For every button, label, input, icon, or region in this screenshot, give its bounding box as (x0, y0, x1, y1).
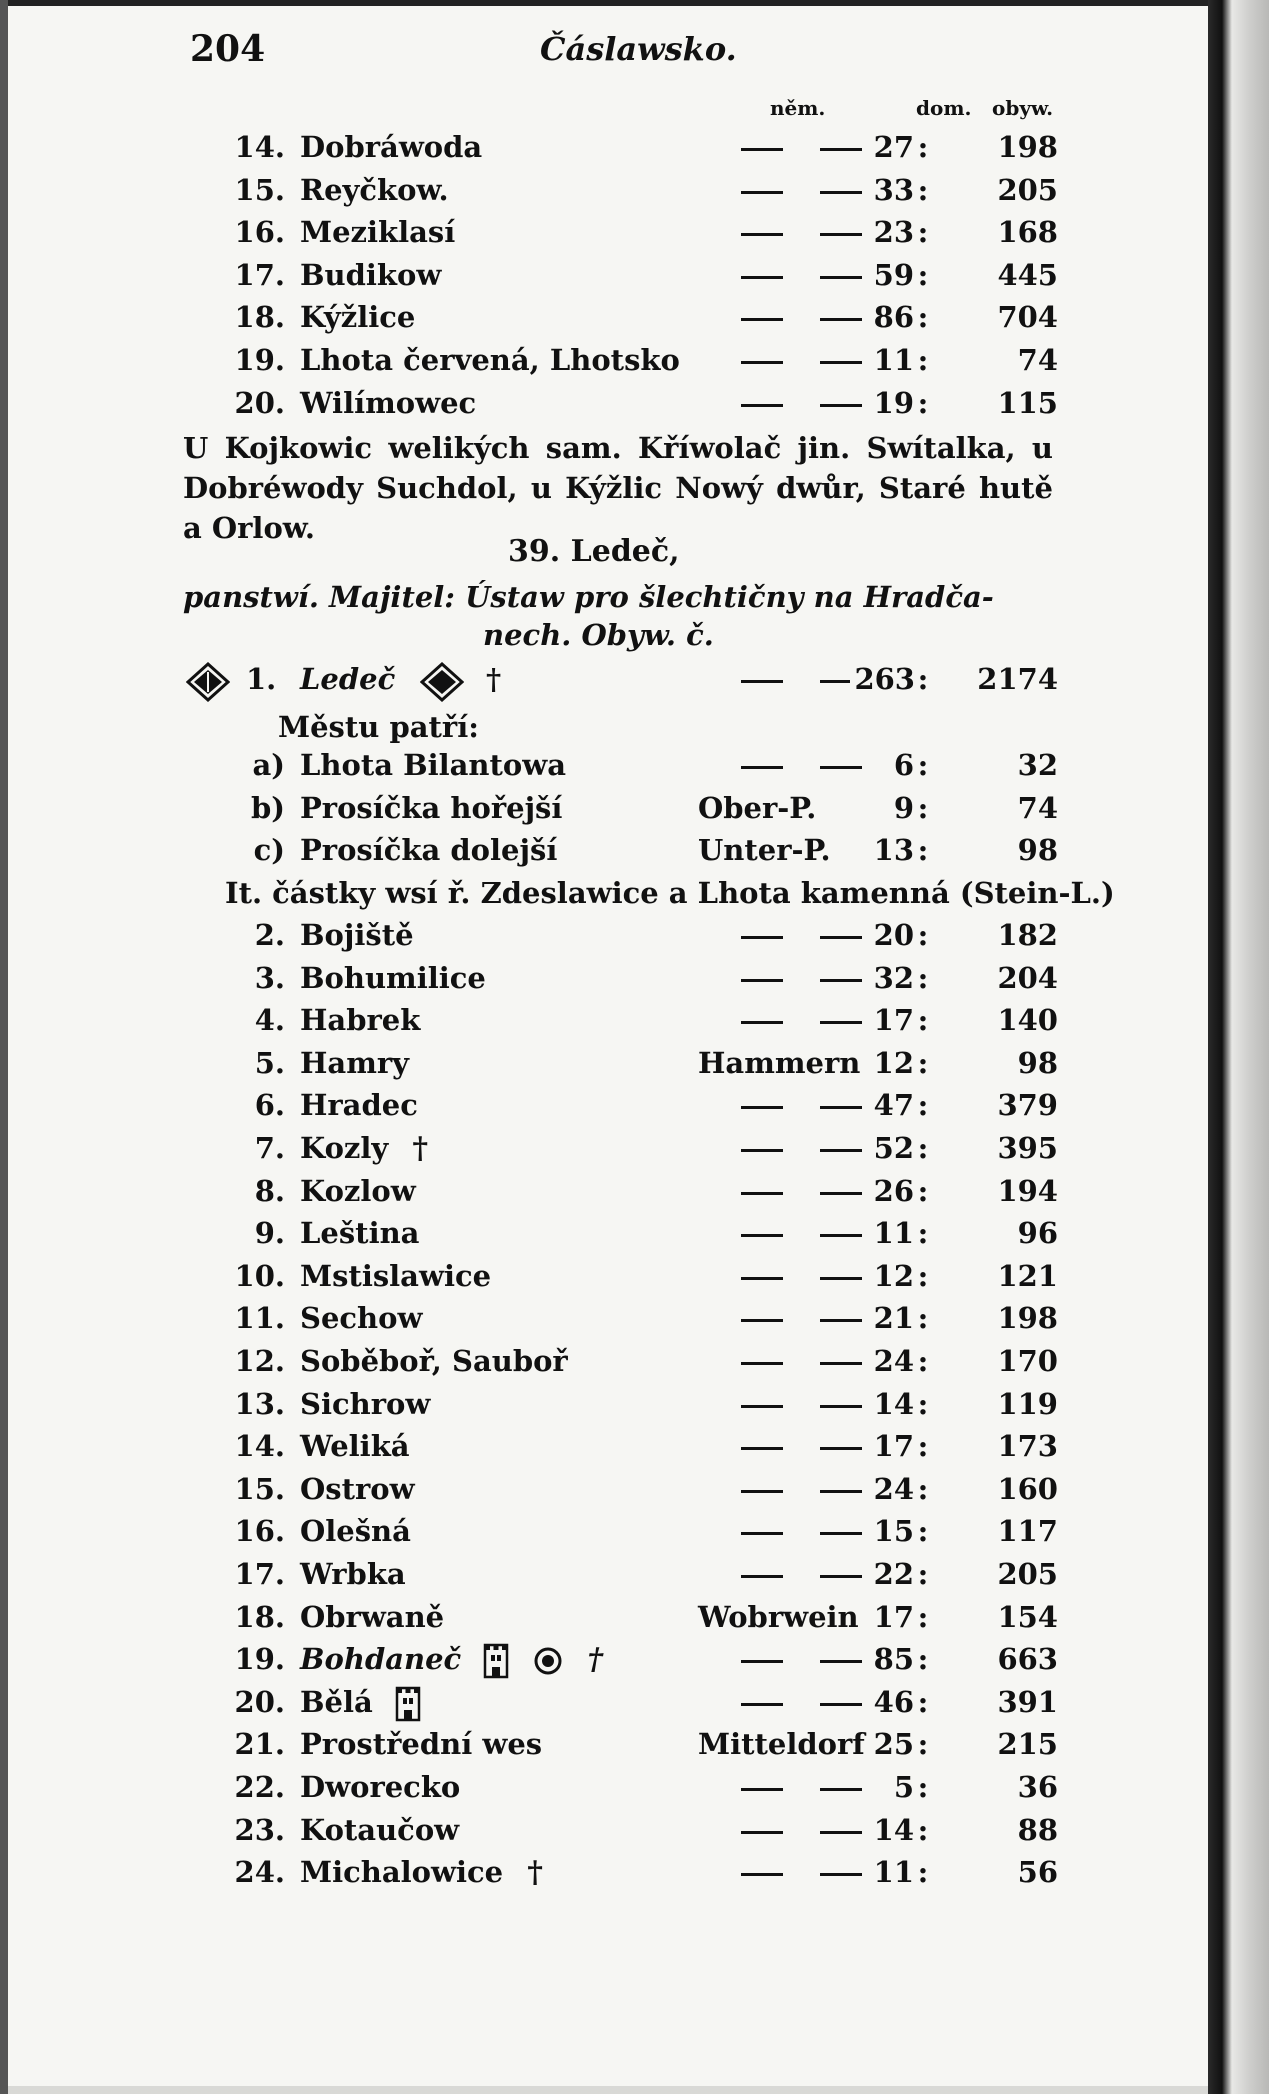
place-name (300, 1259, 491, 1293)
population-count: 115 (997, 385, 1058, 420)
place-name (300, 386, 476, 420)
table-row (8, 1855, 1208, 1895)
place-name-text: Wilímowec (300, 385, 477, 420)
place-name-text: Prosíčka hořejší (300, 790, 563, 825)
place-name-text: Lhota červená, Lhotsko (300, 343, 680, 377)
place-name (300, 918, 414, 952)
dash-nem-1 (741, 1575, 783, 1578)
main-town-name: Ledeč (300, 662, 396, 696)
row-number: 18. (234, 1599, 285, 1634)
german-name: Mitteldorf (698, 1727, 865, 1762)
partial-note: It. částky wsí ř. Zdeslawice a Lhota kamenná (Stein-L.) (225, 876, 1115, 910)
row-number: 19. (234, 343, 285, 377)
table-row (8, 1727, 1208, 1767)
colon: : (917, 1088, 929, 1123)
table-row (8, 300, 1208, 340)
town-diamond-icon (186, 662, 230, 702)
column-header-nem: něm. (770, 96, 826, 120)
colon: : (917, 1812, 929, 1847)
house-count: 85 (873, 1642, 914, 1677)
population-count: 173 (997, 1429, 1058, 1464)
row-number: 16. (234, 1514, 285, 1549)
table-row (8, 1557, 1208, 1597)
place-name-text: Meziklasí (300, 215, 456, 250)
place-name-text: Bohumilice (300, 960, 486, 995)
row-number: 13. (234, 1386, 285, 1421)
parish-cross-icon: † (486, 662, 502, 696)
population-count: 56 (1017, 1855, 1058, 1890)
house-count: 11 (873, 343, 914, 377)
owner-line-1: panstwí. Majitel: Ústaw pro šlechtičny na Hradča- (183, 580, 994, 614)
house-count: 15 (873, 1514, 914, 1549)
house-count: 11 (873, 1216, 914, 1251)
row-number: 18. (234, 300, 285, 335)
row-number: 20. (234, 385, 285, 420)
table-row (8, 1514, 1208, 1554)
table-row (8, 1344, 1208, 1384)
section-title: 39. Ledeč, (508, 534, 680, 569)
place-name-text: Dworecko (300, 1770, 461, 1804)
circle-dot-icon (533, 1642, 563, 1676)
population-count: 170 (997, 1344, 1058, 1378)
colon: : (917, 172, 929, 207)
house-count: 24 (873, 1471, 914, 1506)
place-name (300, 1088, 418, 1122)
row-number: 6. (254, 1088, 285, 1123)
place-name (300, 1600, 444, 1634)
parish-cross-icon: † (527, 1855, 543, 1891)
house-count: 9 (893, 790, 914, 825)
place-name-text: Kýžlice (300, 300, 416, 335)
place-name-text: Mstislawice (300, 1258, 492, 1293)
colon: : (917, 1386, 929, 1421)
colon: : (917, 1173, 929, 1208)
place-name-text: Obrwaně (300, 1599, 445, 1634)
dash-nem-1 (741, 1703, 783, 1706)
house-count: 11 (873, 1855, 914, 1890)
row-number: 17. (234, 1557, 285, 1591)
population-count: 205 (997, 1557, 1058, 1591)
row-number: 19. (234, 1642, 285, 1677)
population-count: 205 (997, 172, 1058, 207)
row-number: 2. (254, 918, 285, 952)
dash-nem-1 (741, 1277, 783, 1280)
dash-nem-1 (741, 148, 783, 151)
place-name-text: Bohdaneč (300, 1642, 462, 1677)
place-name (300, 791, 562, 825)
colon: : (917, 130, 929, 164)
house-count: 46 (873, 1684, 914, 1719)
dash-nem-1 (741, 404, 783, 407)
row-number: 12. (234, 1344, 285, 1378)
table-row (8, 386, 1208, 426)
main-town-number: 1. (246, 662, 277, 696)
colon: : (917, 1471, 929, 1506)
house-count: 17 (873, 1003, 914, 1038)
place-name (300, 1727, 542, 1761)
parish-cross-icon: † (412, 1131, 429, 1166)
dash-nem-1 (741, 1490, 783, 1493)
parish-cross-icon: † (587, 1642, 604, 1678)
place-name-text: Dobráwoda (300, 130, 483, 164)
population-count: 74 (1017, 790, 1058, 825)
place-name-text: Soběboř, Sauboř (300, 1344, 568, 1378)
castle-diamond-icon (420, 662, 464, 702)
population-count: 117 (997, 1514, 1058, 1549)
place-name (300, 1557, 406, 1591)
main-town-obyw: 2174 (977, 662, 1058, 696)
place-name (300, 1855, 543, 1890)
row-number: 5. (254, 1045, 285, 1080)
dash-nem-1 (741, 1873, 783, 1876)
house-count: 17 (873, 1429, 914, 1464)
dash-nem-1 (741, 936, 783, 939)
place-name (300, 1301, 422, 1335)
main-town-row (8, 662, 1208, 702)
house-count: 12 (873, 1045, 914, 1080)
place-name (300, 1046, 409, 1080)
house-count: 19 (873, 385, 914, 420)
dash-nem-1 (741, 1660, 783, 1663)
house-count: 6 (893, 748, 914, 782)
house-count: 47 (873, 1088, 914, 1123)
main-town-dom: 263 (854, 662, 915, 696)
place-name (300, 1429, 410, 1463)
tower-icon (483, 1642, 509, 1676)
place-name (300, 748, 566, 782)
population-count: 119 (997, 1386, 1058, 1421)
place-name (300, 1472, 415, 1506)
place-name (300, 1344, 568, 1378)
house-count: 27 (873, 130, 914, 164)
table-row (8, 833, 1208, 873)
colon: : (917, 1514, 929, 1549)
population-count: 194 (997, 1173, 1058, 1208)
population-count: 445 (997, 257, 1058, 292)
table-row (8, 343, 1208, 383)
dash-nem-1 (741, 276, 783, 279)
colon: : (917, 1642, 929, 1677)
running-title: Čáslawsko. (540, 30, 737, 68)
colon: : (917, 1301, 929, 1336)
place-name (300, 961, 486, 995)
colon: : (917, 1429, 929, 1464)
population-count: 32 (1017, 748, 1058, 782)
population-count: 98 (1017, 833, 1058, 868)
place-name (300, 173, 449, 207)
population-count: 704 (997, 300, 1058, 335)
house-count: 20 (873, 918, 914, 952)
place-name-text: Lhota Bilantowa (300, 748, 567, 782)
row-number: 21. (234, 1727, 285, 1762)
house-count: 23 (873, 215, 914, 250)
book-page (8, 6, 1208, 2086)
colon: : (917, 1045, 929, 1080)
dash-nem-1 (741, 1234, 783, 1237)
dash-nem-1 (741, 1788, 783, 1791)
town-owns-label: Městu patří: (278, 710, 479, 744)
house-count: 22 (873, 1557, 914, 1591)
house-count: 33 (873, 172, 914, 207)
colon: : (917, 1003, 929, 1038)
row-number: 8. (254, 1173, 285, 1208)
tower-icon (395, 1685, 421, 1719)
place-name (300, 130, 482, 164)
column-header-obyw: obyw. (992, 96, 1054, 120)
house-count: 32 (873, 960, 914, 995)
colon: : (917, 960, 929, 995)
place-name-text: Wrbka (300, 1557, 406, 1591)
row-number: 15. (234, 1471, 285, 1506)
row-number: 22. (234, 1770, 285, 1804)
house-count: 52 (873, 1131, 914, 1165)
colon: : (917, 1344, 929, 1378)
population-count: 395 (997, 1131, 1058, 1165)
dash-nem-1 (741, 1532, 783, 1535)
table-row (8, 791, 1208, 831)
colon: : (917, 1727, 929, 1762)
house-count: 86 (873, 300, 914, 335)
population-count: 379 (997, 1088, 1058, 1123)
dash-nem-1 (741, 1405, 783, 1408)
table-row (8, 1472, 1208, 1512)
dash-nem-1 (741, 233, 783, 236)
page-header (190, 28, 1050, 78)
colon: : (917, 1855, 929, 1890)
population-count: 391 (997, 1684, 1058, 1719)
colon: : (917, 918, 929, 952)
table-row (8, 1301, 1208, 1341)
house-count: 13 (873, 833, 914, 868)
table-row (8, 1088, 1208, 1128)
house-count: 14 (873, 1386, 914, 1421)
dash-nem-1 (741, 1362, 783, 1365)
colon: : (917, 1599, 929, 1634)
row-number: 9. (254, 1216, 285, 1251)
table-row (8, 1131, 1208, 1171)
population-count: 198 (997, 130, 1058, 164)
place-name-text: Hradec (300, 1088, 418, 1123)
place-name (300, 1174, 416, 1208)
owner-line-2: nech. Obyw. č. (483, 618, 714, 652)
house-count: 5 (893, 1770, 914, 1804)
place-name-text: Kozlow (300, 1173, 416, 1208)
place-name-text: Budikow (300, 257, 442, 292)
colon: : (917, 748, 929, 782)
table-row (8, 1685, 1208, 1725)
dash-nem-1 (741, 1021, 783, 1024)
dash-nem-1 (741, 1447, 783, 1450)
column-header-dom: dom. (916, 96, 972, 120)
place-name-text: Sichrow (300, 1386, 431, 1421)
place-name (300, 1642, 603, 1679)
place-name-text: Prosíčka dolejší (300, 833, 558, 868)
place-name-text: Hamry (300, 1045, 410, 1080)
dash-nem-1 (741, 361, 783, 364)
place-name (300, 1003, 420, 1037)
house-count: 59 (873, 257, 914, 292)
table-row (8, 173, 1208, 213)
row-number: 20. (234, 1684, 285, 1719)
row-number: 14. (234, 1429, 285, 1464)
house-count: 25 (873, 1727, 914, 1762)
place-name-text: Weliká (300, 1429, 410, 1464)
table-row (8, 748, 1208, 788)
colon: : (917, 257, 929, 292)
german-name: Wobrwein (698, 1599, 859, 1634)
population-count: 140 (997, 1003, 1058, 1038)
place-name-text: Prostřední wes (300, 1727, 543, 1762)
table-row (8, 1259, 1208, 1299)
colon: : (917, 343, 929, 377)
place-name (300, 300, 415, 334)
colon: : (917, 790, 929, 825)
row-number: b) (251, 790, 285, 825)
colon: : (917, 215, 929, 250)
dash-nem-1 (741, 1149, 783, 1152)
place-name (300, 1685, 421, 1722)
population-count: 215 (997, 1727, 1058, 1762)
table-row (8, 1600, 1208, 1640)
place-name (300, 1813, 459, 1847)
row-number: 3. (254, 960, 285, 995)
place-name (300, 1131, 428, 1166)
colon: : (917, 1216, 929, 1251)
table-row (8, 1770, 1208, 1810)
page-left-edge (0, 0, 8, 2094)
dash-nem-1 (741, 1831, 783, 1834)
place-name (300, 343, 680, 377)
population-count: 198 (997, 1301, 1058, 1336)
place-name (300, 1770, 460, 1804)
place-name (300, 215, 455, 249)
population-count: 154 (997, 1599, 1058, 1634)
dash-nem-1 (741, 1319, 783, 1322)
row-number: 16. (234, 215, 285, 250)
population-count: 36 (1017, 1770, 1058, 1804)
table-row (8, 1813, 1208, 1853)
row-number: 11. (234, 1301, 285, 1336)
colon: : (917, 662, 929, 696)
population-count: 88 (1017, 1812, 1058, 1847)
table-row (8, 1046, 1208, 1086)
house-count: 24 (873, 1344, 914, 1378)
place-name-text: Bělá (300, 1684, 373, 1719)
table-row (8, 1003, 1208, 1043)
table-row (8, 918, 1208, 958)
house-count: 14 (873, 1812, 914, 1847)
table-row (8, 1387, 1208, 1427)
place-name-text: Kotaučow (300, 1812, 460, 1847)
place-name-text: Leština (300, 1216, 420, 1251)
table-row (8, 215, 1208, 255)
book-spine-edge (1208, 0, 1269, 2094)
table-row (8, 1429, 1208, 1469)
table-row (8, 1216, 1208, 1256)
house-count: 21 (873, 1301, 914, 1336)
place-name-text: Habrek (300, 1003, 421, 1038)
place-name-text: Reyčkow. (300, 172, 449, 207)
dash-nem-1 (741, 979, 783, 982)
colon: : (917, 833, 929, 868)
dash-nem-2 (820, 680, 850, 683)
house-count: 12 (873, 1258, 914, 1293)
population-count: 663 (997, 1642, 1058, 1677)
population-count: 98 (1017, 1045, 1058, 1080)
page-number: 204 (190, 28, 266, 70)
table-row (8, 1174, 1208, 1214)
owner-line (183, 578, 1058, 654)
table-row (8, 1642, 1208, 1682)
german-name: Hammern (698, 1045, 861, 1080)
row-number: 10. (234, 1258, 285, 1293)
place-name (300, 1514, 411, 1548)
colon: : (917, 1557, 929, 1591)
dash-nem-1 (741, 318, 783, 321)
note-paragraph: U Kojkowic welikých sam. Kříwolač jin. Swítalka, u Dobréwody Suchdol, u Kýžlic Nowý dwůr, Staré hutě a Orlow. (183, 431, 1053, 545)
dash-nem-1 (741, 191, 783, 194)
place-name (300, 833, 557, 867)
place-name (300, 258, 441, 292)
place-name-text: Olešná (300, 1514, 411, 1549)
colon: : (917, 300, 929, 335)
dash-nem-1 (741, 1192, 783, 1195)
place-name (300, 1387, 430, 1421)
colon: : (917, 1131, 929, 1165)
population-count: 121 (997, 1258, 1058, 1293)
dash-nem-1 (741, 1106, 783, 1109)
row-number: 14. (234, 130, 285, 164)
row-number: 4. (254, 1003, 285, 1038)
place-name-text: Kozly (300, 1131, 389, 1165)
place-name-text: Michalowice (300, 1855, 504, 1890)
dash-nem-1 (741, 680, 783, 683)
colon: : (917, 1684, 929, 1719)
table-row (8, 961, 1208, 1001)
row-number: 7. (254, 1131, 285, 1165)
row-number: 23. (234, 1812, 285, 1847)
colon: : (917, 385, 929, 420)
table-row (8, 130, 1208, 170)
population-count: 96 (1017, 1216, 1058, 1251)
row-number: 17. (234, 257, 285, 292)
place-name-text: Ostrow (300, 1471, 415, 1506)
house-count: 17 (873, 1599, 914, 1634)
colon: : (917, 1770, 929, 1804)
row-number: c) (253, 833, 285, 868)
table-row (8, 258, 1208, 298)
house-count: 26 (873, 1173, 914, 1208)
german-name: Ober-P. (698, 790, 817, 825)
place-name-text: Sechow (300, 1301, 423, 1336)
population-count: 160 (997, 1471, 1058, 1506)
population-count: 204 (997, 960, 1058, 995)
population-count: 168 (997, 215, 1058, 250)
german-name: Unter-P. (698, 833, 831, 868)
dash-nem-1 (741, 766, 783, 769)
population-count: 74 (1017, 343, 1058, 377)
row-number: 15. (234, 172, 285, 207)
population-count: 182 (997, 918, 1058, 952)
place-name (300, 1216, 419, 1250)
colon: : (917, 1258, 929, 1293)
place-name-text: Bojiště (300, 918, 414, 952)
row-number: a) (252, 748, 285, 782)
row-number: 24. (234, 1855, 285, 1890)
